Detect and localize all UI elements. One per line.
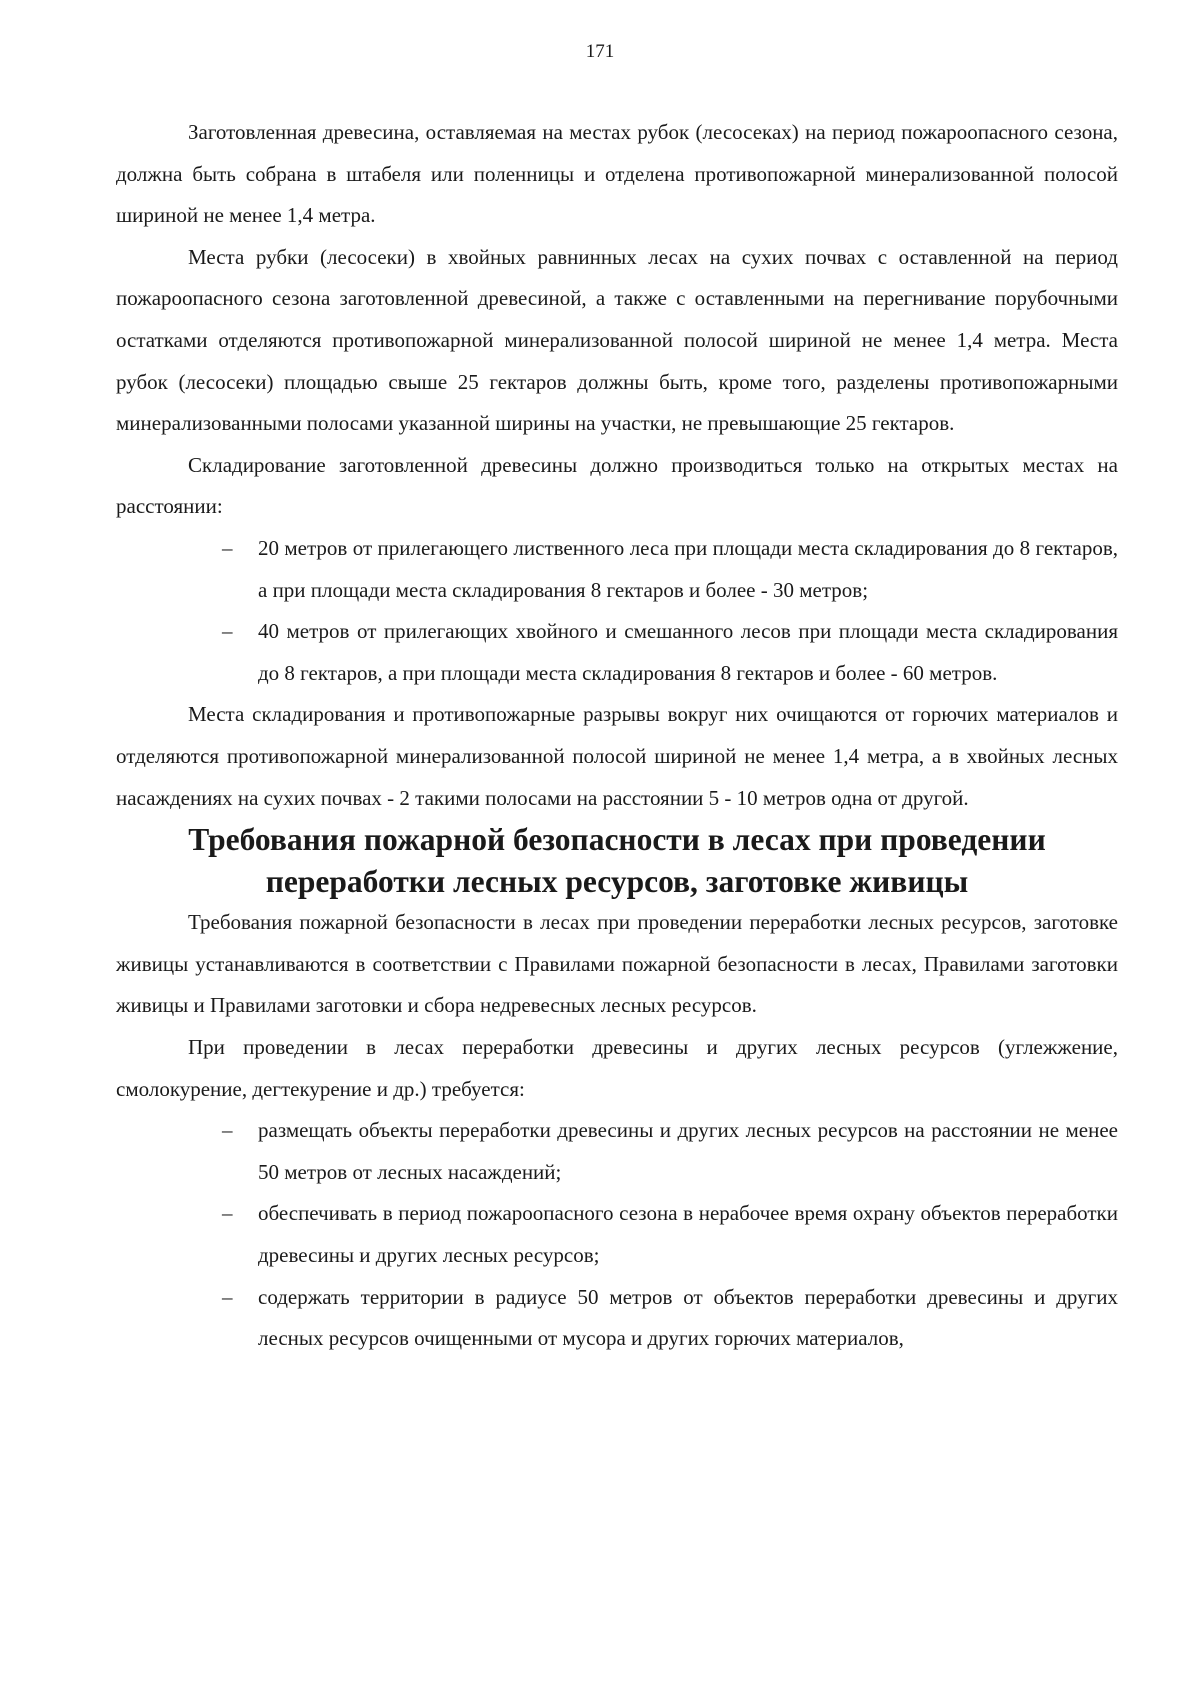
list-item-text: 20 метров от прилегающего лиственного леса при площади места складирования до 8 гектаров, а при площади места складирования 8 гектаров и более - 30 метров; — [258, 535, 1118, 602]
paragraph-cutting-areas: Места рубки (лесосеки) в хвойных равнинных лесах на сухих почвах с оставленной на период пожароопасного сезона заготовленной древесиной, а также с оставленными на перегнивание порубочными остатками отделяются противопожарной минерализованной полосой шириной не менее 1,4 метра. Места рубок (лесосеки) площадью свыше 25 гектаров должны быть, кроме того, разделены противопожарными минерализованными полосами указанной ширины на участки, не превышающие 25 гектаров. — [116, 244, 1118, 436]
section-heading: Требования пожарной безопасности в лесах при проведении переработки лесных ресурсов, заготовке живицы — [188, 822, 1046, 899]
list-item — [116, 528, 1118, 611]
dash-bullet-icon: – — [222, 619, 233, 644]
paragraph-requirements: Требования пожарной безопасности в лесах при проведении переработки лесных ресурсов, заготовке живицы устанавливаются в соответствии с Правилами пожарной безопасности в лесах, Правилами заготовки живицы и Правилами заготовки и сбора недревесных лесных ресурсов. — [116, 910, 1118, 1018]
list-item — [116, 1110, 1118, 1193]
dash-bullet-icon: – — [222, 535, 233, 560]
paragraph-timber-storage: Заготовленная древесина, оставляемая на местах рубок (лесосеках) на период пожароопасного сезона, должна быть собрана в штабеля или поленницы и отделена противопожарной минерализованной полосой шириной не менее 1,4 метра. — [116, 120, 1118, 228]
dash-bullet-icon: – — [222, 1118, 233, 1143]
paragraph-storage-distance: Складирование заготовленной древесины должно производиться только на открытых местах на расстоянии: — [116, 452, 1118, 519]
list-item — [116, 611, 1118, 694]
list-item-text: размещать объекты переработки древесины и других лесных ресурсов на расстоянии не менее 50 метров от лесных насаждений; — [258, 1118, 1118, 1184]
paragraph-processing: При проведении в лесах переработки древесины и других лесных ресурсов (углежжение, смолокурение, дегтекурение и др.) требуется: — [116, 1035, 1118, 1101]
page-number: 171 — [585, 41, 615, 62]
list-item-text: содержать территории в радиусе 50 метров от объектов переработки древесины и других лесных ресурсов очищенными от мусора и других горючих материалов, — [258, 1284, 1118, 1351]
list-item — [116, 1193, 1118, 1276]
dash-bullet-icon: – — [222, 1284, 233, 1309]
storage-distance-list — [116, 528, 1118, 694]
list-item-text: 40 метров от прилегающих хвойного и смешанного лесов при площади места складирования до 8 гектаров, а при площади места складирования 8 гектаров и более - 60 метров. — [258, 619, 1118, 685]
list-item — [116, 1277, 1118, 1360]
processing-requirements-list — [116, 1110, 1118, 1360]
list-item-text: обеспечивать в период пожароопасного сезона в нерабочее время охрану объектов переработки древесины и других лесных ресурсов; — [258, 1201, 1118, 1268]
dash-bullet-icon: – — [222, 1201, 233, 1226]
paragraph-storage-clearing: Места складирования и противопожарные разрывы вокруг них очищаются от горючих материалов и отделяются противопожарной минерализованной полосой шириной не менее 1,4 метра, а в хвойных лесных насаждениях на сухих почвах - 2 такими полосами на расстоянии 5 - 10 метров одна от другой. — [116, 702, 1118, 810]
document-body — [116, 112, 1118, 1360]
